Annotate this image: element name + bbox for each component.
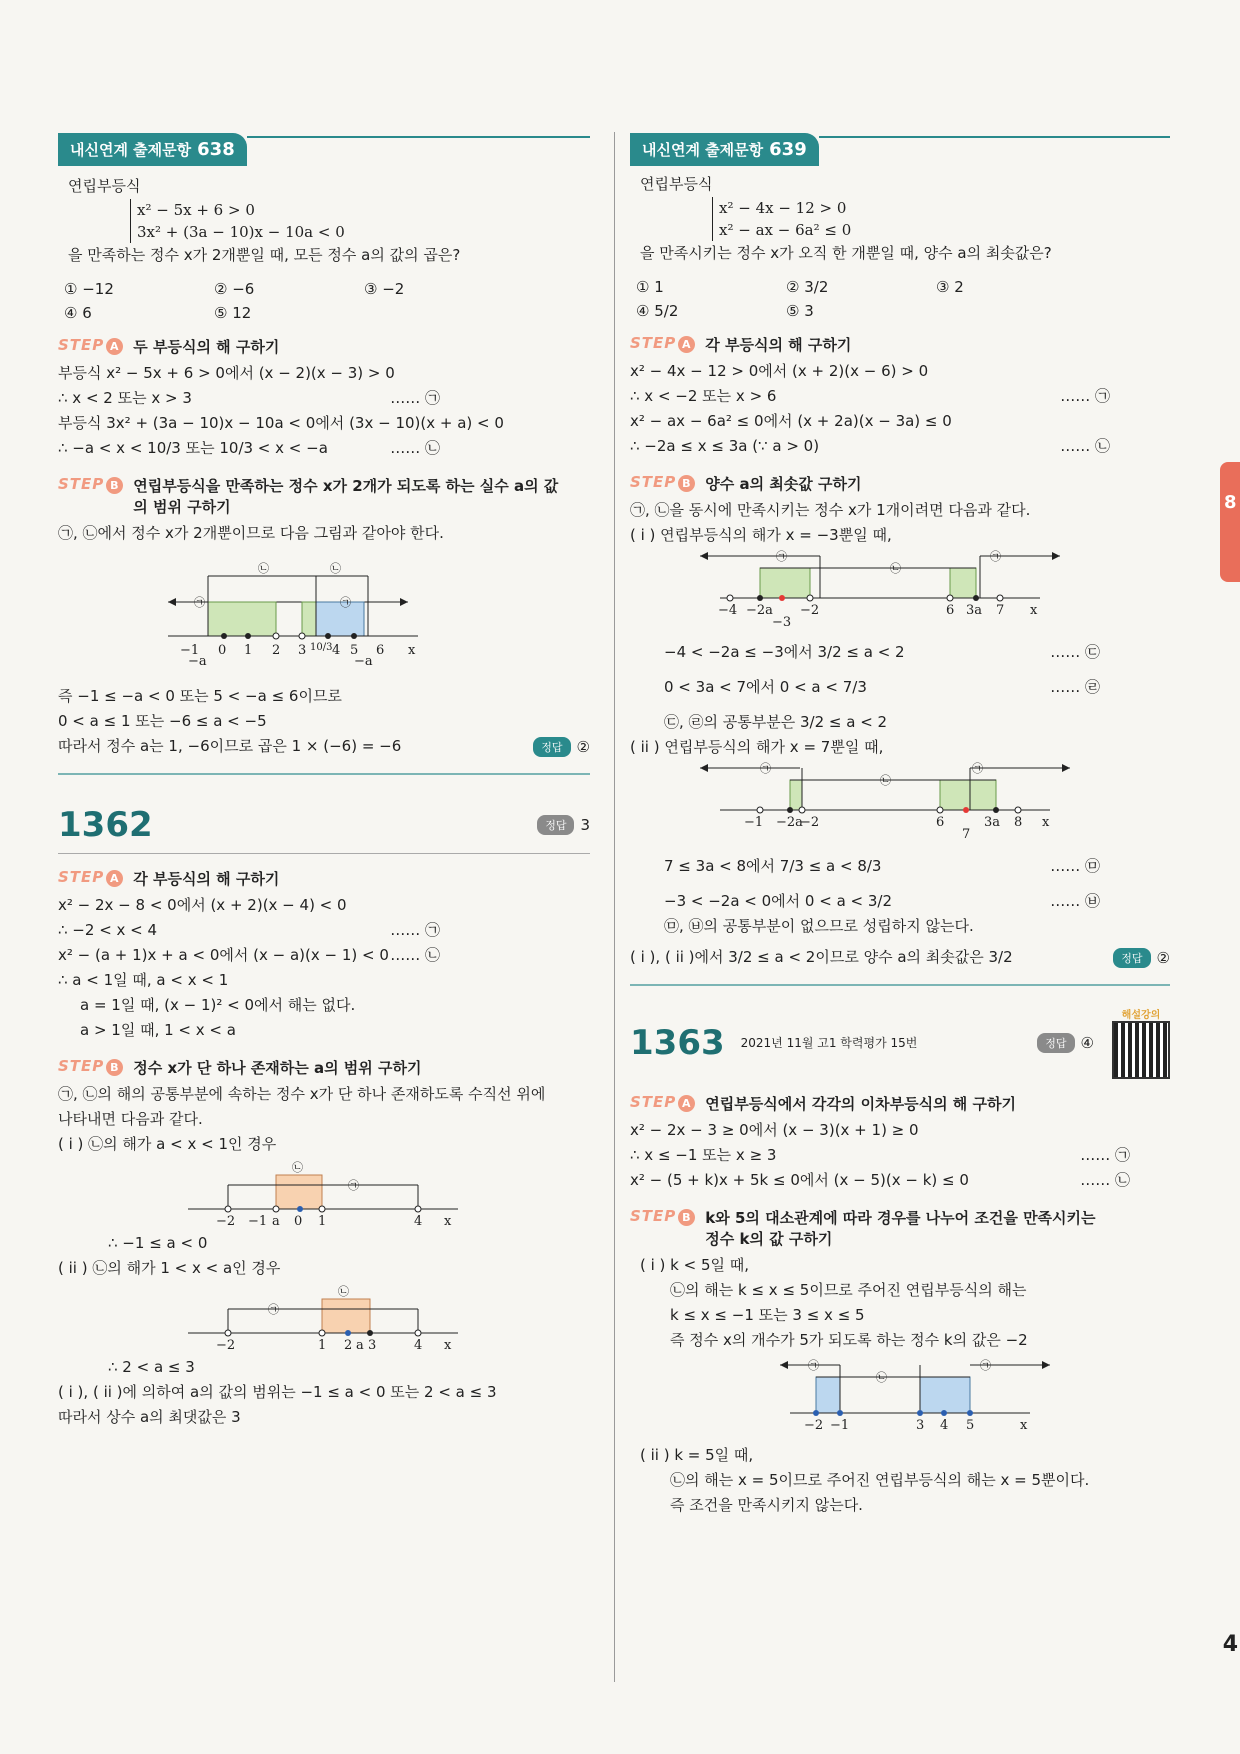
solution-line <box>58 386 590 411</box>
solution-line: ∴ 2 < a ≤ 3 <box>108 1358 195 1376</box>
problem-intro: 연립부등식 <box>640 175 713 193</box>
arrow-head <box>700 552 708 560</box>
solution-text: ∴ −2a ≤ x ≤ 3a (∵ a > 0) <box>630 437 820 455</box>
tick-label: 1 <box>318 1338 327 1351</box>
label-mark: …… ㉥ <box>1050 892 1100 910</box>
interval-fill-green-2 <box>302 602 316 636</box>
tick-label: −2a <box>776 815 803 830</box>
axis-label: x <box>444 1338 452 1351</box>
problem-badge <box>58 133 247 166</box>
region-label: ㉡ <box>338 1285 349 1298</box>
inequality-system <box>130 199 590 243</box>
solution-line: ( ii ) k = 5일 때, <box>640 1446 754 1464</box>
number-line-diagram-639-case1 <box>700 548 1100 628</box>
point <box>757 807 763 813</box>
answer-value: ④ <box>1080 1033 1094 1052</box>
solution-text: ∴ x < −2 또는 x > 6 <box>630 387 777 405</box>
badge-label: 내신연계 출제문항 <box>642 140 764 159</box>
tick-label: 1 <box>244 643 253 656</box>
step-a <box>630 334 1170 355</box>
solution-line: x² − 4x − 12 > 0에서 (x + 2)(x − 6) > 0 <box>630 362 929 380</box>
tick-label: 4 <box>940 1418 949 1433</box>
axis-label: x <box>444 1214 452 1227</box>
step-a-title: 각 부등식의 해 구하기 <box>133 870 280 888</box>
tick-label: −2 <box>804 1418 824 1433</box>
label-mark: …… ㉣ <box>1050 678 1100 696</box>
inequality-system <box>712 197 1170 241</box>
problem-question: 을 만족하는 정수 x가 2개뿐일 때, 모든 정수 a의 값의 곱은? <box>68 246 461 264</box>
step-a-tag: STEP A <box>58 336 123 355</box>
system-line-1: x² − 5x + 6 > 0 <box>137 201 255 219</box>
solution-line <box>630 1168 1170 1193</box>
qr-code-icon[interactable] <box>1112 1021 1170 1079</box>
tick-label: −2 <box>800 603 820 618</box>
solution-line: ∴ a < 1일 때, a < x < 1 <box>58 971 229 989</box>
tick-label: 4 <box>414 1214 423 1227</box>
label-mark: …… ㉡ <box>390 946 440 964</box>
solution-line <box>630 384 1170 409</box>
label-mark: …… ㉠ <box>390 921 440 939</box>
solution-line: ㉢, ㉣의 공통부분은 3/2 ≤ a < 2 <box>664 713 888 731</box>
solution-text: ∴ −a < x < 10/3 또는 10/3 < x < −a <box>58 439 328 457</box>
solution-line <box>630 1143 1170 1168</box>
tick-label: 7 <box>962 827 971 840</box>
step-a <box>58 868 590 889</box>
answer-value: ② <box>576 737 590 756</box>
region-label: ㉠ <box>268 1303 279 1316</box>
region-label: ㉡ <box>258 562 269 575</box>
solution-line: ㉡의 해는 x = 5이므로 주어진 연립부등식의 해는 x = 5뿐이다. <box>670 1471 1090 1489</box>
point <box>787 807 793 813</box>
step-b <box>58 475 590 517</box>
step-b-title: 양수 a의 최솟값 구하기 <box>705 475 862 493</box>
system-line-2: 3x² + (3a − 10)x − 10a < 0 <box>137 223 345 241</box>
solution-line: k ≤ x ≤ −1 또는 3 ≤ x ≤ 5 <box>670 1306 865 1324</box>
answer-options <box>636 278 1170 320</box>
step-a <box>630 1093 1170 1114</box>
region-label: ㉡ <box>880 774 891 787</box>
tick-label: 10/3 <box>310 642 333 653</box>
solution-text: 7 ≤ 3a < 8에서 7/3 ≤ a < 8/3 <box>664 857 882 875</box>
step-a <box>58 336 590 357</box>
solution-line <box>58 436 590 461</box>
answer-pill: 정답 <box>1113 948 1150 968</box>
solution-text: ∴ −2 < x < 4 <box>58 921 158 939</box>
solution-line: 즉 −1 ≤ −a < 0 또는 5 < −a ≤ 6이므로 <box>58 687 342 705</box>
solution-text: ∴ x < 2 또는 x > 3 <box>58 389 192 407</box>
solution-line: 0 < a ≤ 1 또는 −6 ≤ a < −5 <box>58 712 267 730</box>
interval-fill-green-2 <box>950 568 976 598</box>
tick-label: a <box>272 1214 280 1227</box>
solution-line: 나타내면 다음과 같다. <box>58 1110 203 1128</box>
solution-line: x² − 2x − 8 < 0에서 (x + 2)(x − 4) < 0 <box>58 896 347 914</box>
tick-label: 3a <box>966 603 983 618</box>
step-b <box>58 1057 590 1078</box>
region-label: ㉡ <box>890 562 901 575</box>
solution-line <box>630 434 1170 459</box>
option-1[interactable]: ① −12 <box>64 280 114 298</box>
solution-line: 부등식 3x² + (3a − 10)x − 10a < 0에서 (3x − 10)(x + a) < 0 <box>58 414 504 432</box>
tick-label: 0 <box>294 1214 303 1227</box>
point <box>837 1410 843 1416</box>
tick-label: 4 <box>414 1338 423 1351</box>
option-3[interactable]: ③ 2 <box>936 278 964 296</box>
qr-label: 해설강의 <box>1121 1010 1161 1021</box>
label-mark: …… ㉢ <box>1050 643 1100 661</box>
region-label: ㉡ <box>330 562 341 575</box>
solution-text: −4 < −2a ≤ −3에서 3/2 ≤ a < 2 <box>664 643 905 661</box>
tick-label: 5 <box>350 643 359 656</box>
tick-label: −1 <box>744 815 764 830</box>
point <box>297 1206 303 1212</box>
answer-value: ② <box>1156 948 1170 967</box>
answer-box <box>1113 948 1170 968</box>
problem-1363-header <box>630 1006 1170 1079</box>
axis-label: x <box>1030 603 1038 618</box>
step-b-tag: STEP B <box>630 473 695 492</box>
tick-label: −1 <box>248 1214 268 1227</box>
region-label: ㉠ <box>348 1179 359 1192</box>
option-4[interactable]: ④ 6 <box>64 304 92 322</box>
point <box>937 807 943 813</box>
interval-fill-orange <box>276 1175 322 1209</box>
tick-label: a <box>356 1338 364 1351</box>
tick-label: −1 <box>180 643 200 656</box>
step-b-tag: STEP B <box>630 1207 695 1226</box>
point <box>367 1330 373 1336</box>
point <box>967 1410 973 1416</box>
region-label: ㉠ <box>760 762 771 775</box>
point <box>727 595 733 601</box>
solution-line: x² − ax − 6a² ≤ 0에서 (x + 2a)(x − 3a) ≤ 0 <box>630 412 952 430</box>
system-line-2: x² − ax − 6a² ≤ 0 <box>719 221 852 239</box>
answer-box <box>533 737 590 757</box>
step-b-tag: STEP B <box>58 475 123 494</box>
solution-line: ∴ −1 ≤ a < 0 <box>108 1234 208 1252</box>
left-column <box>58 130 590 1430</box>
region-label: ㉡ <box>292 1161 303 1174</box>
arrow-head <box>400 598 408 606</box>
point <box>221 633 227 639</box>
number-line-diagram-639-case2 <box>700 760 1100 840</box>
option-3[interactable]: ③ −2 <box>364 280 405 298</box>
answer-pill: 정답 <box>1037 1033 1074 1053</box>
tick-label: −2 <box>216 1338 236 1351</box>
arrow-head <box>1062 764 1070 772</box>
solution-text: −3 < −2a < 0에서 0 < a < 3/2 <box>664 892 893 910</box>
point <box>947 595 953 601</box>
solution-line: ( i ) 연립부등식의 해가 x = −3뿐일 때, <box>630 526 892 544</box>
problem-number: 1363 <box>630 1022 725 1063</box>
option-2[interactable]: ② −6 <box>214 280 255 298</box>
side-tab-label: 8 <box>1224 492 1237 513</box>
final-row <box>58 734 590 759</box>
solution-line: a > 1일 때, 1 < x < a <box>80 1021 236 1039</box>
tick-label: 1 <box>318 1214 327 1227</box>
region-label: ㉠ <box>194 596 205 609</box>
solution-text: 0 < 3a < 7에서 0 < a < 7/3 <box>664 678 867 696</box>
point <box>757 595 763 601</box>
tick-label: 4 <box>332 643 341 656</box>
label-mark: …… ㉤ <box>1050 857 1100 875</box>
point <box>993 807 999 813</box>
tick-label: −a <box>188 654 207 669</box>
interval-fill-orange <box>322 1299 370 1333</box>
solution-line: a = 1일 때, (x − 1)² < 0에서 해는 없다. <box>80 996 356 1014</box>
point <box>941 1410 947 1416</box>
number-line-diagram-1363 <box>780 1353 1080 1433</box>
solution-line: 즉 조건을 만족시키지 않는다. <box>670 1496 863 1514</box>
tick-label: −2a <box>746 603 773 618</box>
step-b-title: k와 5의 대소관계에 따라 경우를 나누어 조건을 만족시키는 정수 k의 값 구하기 <box>705 1209 1096 1248</box>
system-line-1: x² − 4x − 12 > 0 <box>719 199 847 217</box>
step-b-title: 정수 x가 단 하나 존재하는 a의 범위 구하기 <box>133 1059 422 1077</box>
right-column <box>630 130 1170 1518</box>
point <box>779 595 785 601</box>
column-divider <box>614 132 615 1682</box>
badge-label: 내신연계 출제문항 <box>70 140 192 159</box>
point <box>345 1330 351 1336</box>
solution-line: ( ii ) 연립부등식의 해가 x = 7뿐일 때, <box>630 738 884 756</box>
point <box>351 633 357 639</box>
problem-question: 을 만족시키는 정수 x가 오직 한 개뿐일 때, 양수 a의 최솟값은? <box>640 244 1052 262</box>
solution-line: 부등식 x² − 5x + 6 > 0에서 (x − 2)(x − 3) > 0 <box>58 364 395 382</box>
solution-line: ㉠, ㉡을 동시에 만족시키는 정수 x가 1개이려면 다음과 같다. <box>630 501 1031 519</box>
interval-fill-blue-2 <box>920 1377 970 1413</box>
step-a-title: 두 부등식의 해 구하기 <box>133 338 280 356</box>
region-label: ㉠ <box>808 1359 819 1372</box>
answer-pill: 정답 <box>537 815 574 835</box>
tick-label: −2 <box>216 1214 236 1227</box>
solution-line: ㉠, ㉡의 해의 공통부분에 속하는 정수 x가 단 하나 존재하도록 수직선 위에 <box>58 1085 546 1103</box>
solution-line <box>630 889 1170 914</box>
solution-line <box>630 675 1170 700</box>
tick-label: 3 <box>368 1338 377 1351</box>
point <box>319 1206 325 1212</box>
chapter-side-tab <box>1220 462 1240 582</box>
tick-label: 6 <box>946 603 955 618</box>
point <box>299 633 305 639</box>
tick-label: 5 <box>966 1418 975 1433</box>
point <box>813 1410 819 1416</box>
label-mark: …… ㉠ <box>390 389 440 407</box>
solution-text: x² − (5 + k)x + 5k ≤ 0에서 (x − 5)(x − k) ≤ 0 <box>630 1171 969 1189</box>
step-b <box>630 1207 1170 1249</box>
axis-label: x <box>408 643 416 656</box>
solution-line: 따라서 상수 a의 최댓값은 3 <box>58 1408 241 1426</box>
region-label: ㉠ <box>972 762 983 775</box>
solution-line: ( i ), ( ii )에 의하여 a의 값의 범위는 −1 ≤ a < 0 또는 2 < a ≤ 3 <box>58 1383 497 1401</box>
badge-rule <box>247 136 590 138</box>
answer-options <box>64 280 590 322</box>
step-a-tag: STEP A <box>630 1093 695 1112</box>
negative-a-labels <box>168 654 590 670</box>
tick-label: −3 <box>772 615 792 628</box>
solution-line: 즉 정수 x의 개수가 5가 되도록 하는 정수 k의 값은 −2 <box>670 1331 1028 1349</box>
section-separator <box>630 984 1170 986</box>
problem-number: 1362 <box>58 805 153 845</box>
point <box>415 1206 421 1212</box>
solution-line: ( i ) k < 5일 때, <box>640 1256 750 1274</box>
point <box>917 1410 923 1416</box>
point <box>807 595 813 601</box>
solution-text: x² − (a + 1)x + a < 0에서 (x − a)(x − 1) < 0 <box>58 946 389 964</box>
answer-pill: 정답 <box>533 737 570 757</box>
point <box>245 633 251 639</box>
solution-line: ( i ) ㉡의 해가 a < x < 1인 경우 <box>58 1135 277 1153</box>
arrow-head <box>1052 552 1060 560</box>
header-rule <box>58 853 590 854</box>
point <box>325 633 331 639</box>
interval-fill-blue <box>816 1377 840 1413</box>
section-separator <box>58 773 590 775</box>
problem-638-header <box>58 130 590 168</box>
region-label: ㉠ <box>776 550 787 563</box>
region-label: ㉠ <box>980 1359 991 1372</box>
step-b-tag: STEP B <box>58 1057 123 1076</box>
problem-badge <box>630 133 819 166</box>
tick-label: 3a <box>984 815 1001 830</box>
region-label: ㉠ <box>990 550 1001 563</box>
badge-number: 638 <box>197 138 235 160</box>
interval-fill-green <box>790 780 802 810</box>
region-label: ㉡ <box>876 1371 887 1384</box>
page-number: 4 <box>1222 1632 1238 1657</box>
tick-label: −a <box>354 654 373 669</box>
tick-label: 6 <box>376 643 385 656</box>
solution-text: ∴ x ≤ −1 또는 x ≥ 3 <box>630 1146 777 1164</box>
label-mark: …… ㉠ <box>1080 1146 1130 1164</box>
point <box>997 595 1003 601</box>
solution-line: ㉤, ㉥의 공통부분이 없으므로 성립하지 않는다. <box>664 917 974 935</box>
solution-line: ㉠, ㉡에서 정수 x가 2개뿐이므로 다음 그림과 같아야 한다. <box>58 524 444 542</box>
option-4[interactable]: ④ 5/2 <box>636 302 679 320</box>
step-b-title: 연립부등식을 만족하는 정수 x가 2개가 되도록 하는 실수 a의 값의 범위 구하기 <box>133 477 559 516</box>
point <box>415 1330 421 1336</box>
label-mark: …… ㉡ <box>1060 437 1110 455</box>
point <box>1015 807 1021 813</box>
point <box>225 1330 231 1336</box>
solution-line: ( ii ) ㉡의 해가 1 < x < a인 경우 <box>58 1259 281 1277</box>
solution-line: 따라서 정수 a는 1, −6이므로 곱은 1 × (−6) = −6 <box>58 737 402 755</box>
step-a-title: 각 부등식의 해 구하기 <box>705 336 852 354</box>
tick-label: 6 <box>936 815 945 830</box>
answer-value: 3 <box>580 816 590 834</box>
arrow-head <box>700 764 708 772</box>
problem-intro: 연립부등식 <box>68 177 141 195</box>
badge-rule <box>819 136 1170 138</box>
point <box>225 1206 231 1212</box>
option-1[interactable]: ① 1 <box>636 278 664 296</box>
solution-line: ( i ), ( ii )에서 3/2 ≤ a < 2이므로 양수 a의 최솟값은 3/2 <box>630 948 1013 966</box>
qr-block[interactable] <box>1112 1006 1170 1079</box>
tick-label: 0 <box>218 643 227 656</box>
solution-line <box>630 640 1170 665</box>
interval-fill-green-2 <box>940 780 996 810</box>
region-label: ㉠ <box>340 596 351 609</box>
point <box>319 1330 325 1336</box>
axis-label: x <box>1020 1418 1028 1433</box>
problem-1362-header <box>58 805 590 845</box>
label-mark: …… ㉡ <box>390 439 440 457</box>
step-a-tag: STEP A <box>58 868 123 887</box>
tick-label: 3 <box>916 1418 925 1433</box>
solution-line: ㉡의 해는 k ≤ x ≤ 5이므로 주어진 연립부등식의 해는 <box>670 1281 1027 1299</box>
arrow-head <box>168 598 176 606</box>
point <box>799 807 805 813</box>
point <box>273 633 279 639</box>
point <box>273 1206 279 1212</box>
point <box>963 807 969 813</box>
number-line-diagram-638 <box>168 546 568 656</box>
tick-label: −4 <box>718 603 738 618</box>
badge-number: 639 <box>769 138 807 160</box>
solution-line <box>630 854 1170 879</box>
solution-line <box>58 943 590 968</box>
tick-label: 2 <box>272 643 281 656</box>
problem-639-header <box>630 130 1170 168</box>
point <box>973 595 979 601</box>
option-2[interactable]: ② 3/2 <box>786 278 829 296</box>
tick-label: 3 <box>298 643 307 656</box>
tick-label: 8 <box>1014 815 1023 830</box>
tick-label: 7 <box>996 603 1005 618</box>
interval-fill-green <box>208 602 276 636</box>
step-a-title: 연립부등식에서 각각의 이차부등식의 해 구하기 <box>705 1095 1016 1113</box>
label-mark: …… ㉡ <box>1080 1171 1130 1189</box>
solution-line: x² − 2x − 3 ≥ 0에서 (x − 3)(x + 1) ≥ 0 <box>630 1121 919 1139</box>
axis-label: x <box>1042 815 1050 830</box>
step-b <box>630 473 1170 494</box>
problem-source: 2021년 11월 고1 학력평가 15번 <box>740 1036 918 1050</box>
option-5[interactable]: ⑤ 12 <box>214 304 252 322</box>
number-line-diagram-1362-case2 <box>188 1281 488 1351</box>
arrow-head <box>1042 1361 1050 1369</box>
solution-line <box>58 918 590 943</box>
step-a-tag: STEP A <box>630 334 695 353</box>
tick-label: 2 <box>344 1338 353 1351</box>
final-row <box>630 945 1170 970</box>
arrow-head <box>780 1361 788 1369</box>
number-line-diagram-1362-case1 <box>188 1157 488 1227</box>
interval-fill-green <box>760 568 810 598</box>
tick-label: −1 <box>830 1418 850 1433</box>
label-mark: …… ㉠ <box>1060 387 1110 405</box>
tick-label: −2 <box>800 815 820 830</box>
option-5[interactable]: ⑤ 3 <box>786 302 814 320</box>
